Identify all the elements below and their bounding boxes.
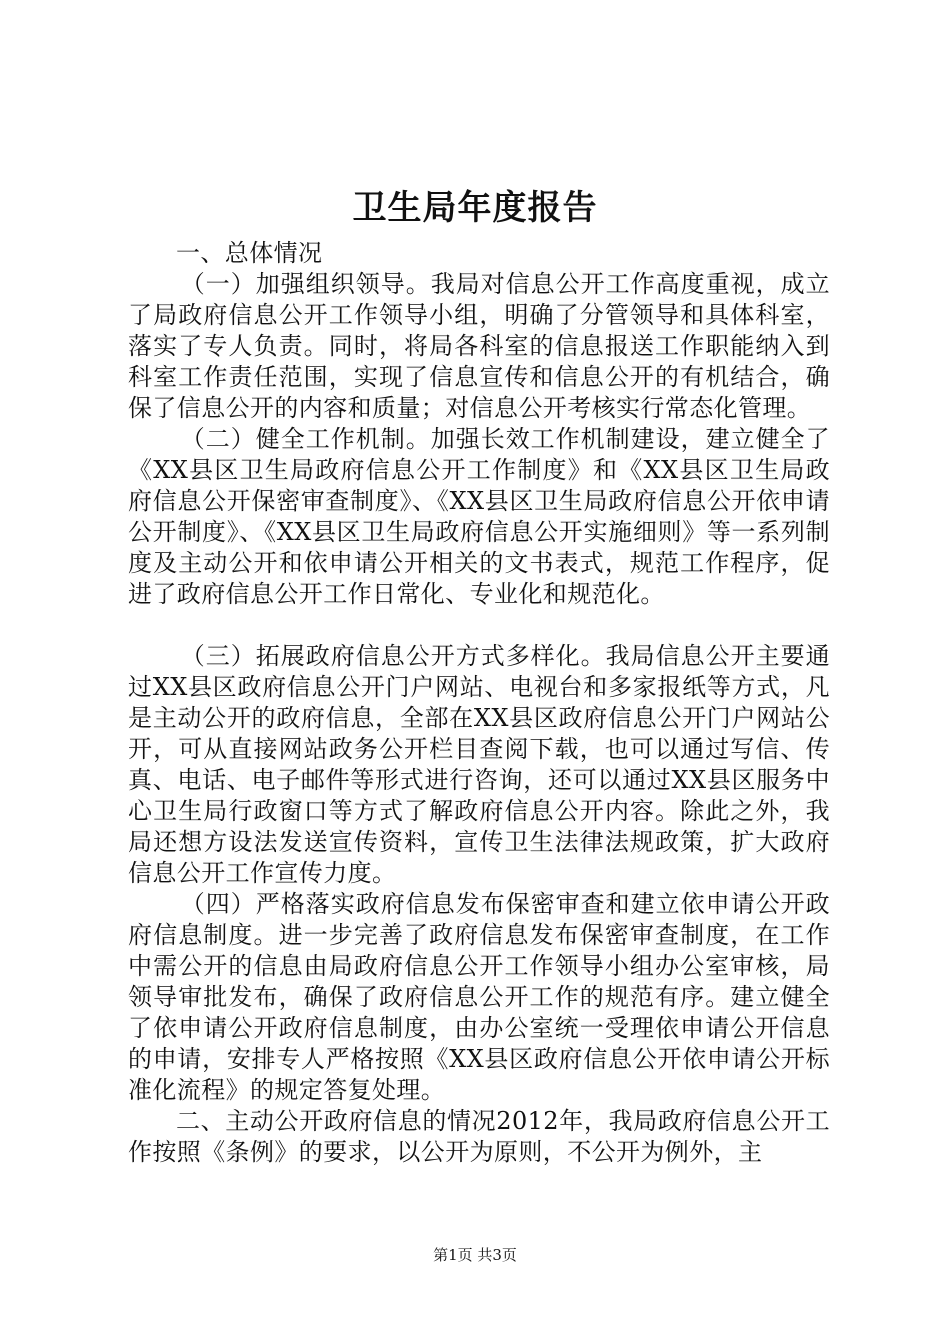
document-title: 卫生局年度报告 [352, 188, 598, 228]
page-footer: 第1页 共3页 [433, 1246, 517, 1264]
paragraph-spacer [128, 610, 830, 641]
paragraph-mechanism: （二）健全工作机制。加强长效工作机制建设，建立健全了《XX县区卫生局政府信息公开工作制度》和《XX县区卫生局政府信息公开保密审查制度》、《XX县区卫生局政府信息公开依申请公开制度》、《XX县区卫生局政府信息公开实施细则》等一系列制度及主动公开和依申请公开相关的文书表式，规范工作程序，促进了政府信息公开工作日常化、专业化和规范化。 [128, 425, 830, 608]
paragraph-confidentiality-review: （四）严格落实政府信息发布保密审查和建立依申请公开政府信息制度。进一步完善了政府信息发布保密审查制度，在工作中需公开的信息由局政府信息公开工作领导小组办公室审核，局领导审批发布，确保了政府信息公开工作的规范有序。建立健全了依申请公开政府信息制度，由办公室统一受理依申请公开信息的申请，安排专人严格按照《XX县区政府信息公开依申请公开标准化流程》的规定答复处理。 [128, 890, 830, 1104]
section-heading-overview: 一、总体情况 [176, 239, 323, 267]
paragraph-organization: （一）加强组织领导。我局对信息公开工作高度重视，成立了局政府信息公开工作领导小组，明确了分管领导和具体科室，落实了专人负责。同时，将局各科室的信息报送工作职能纳入到科室工作责任范围，实现了信息宣传和信息公开的有机结合，确保了信息公开的内容和质量；对信息公开考核实行常态化管理。 [128, 270, 830, 422]
paragraph-publication-methods: （三）拓展政府信息公开方式多样化。我局信息公开主要通过XX县区政府信息公开门户网站、电视台和多家报纸等方式，凡是主动公开的政府信息，全部在XX县区政府信息公开门户网站公开，可从直接网站政务公开栏目查阅下载，也可以通过写信、传真、电话、电子邮件等形式进行咨询，还可以通过XX县区服务中心卫生局行政窗口等方式了解政府信息公开内容。除此之外，我局还想方设法发送宣传资料，宣传卫生法律法规政策，扩大政府信息公开工作宣传力度。 [128, 642, 830, 887]
section-heading-active-disclosure: 二、主动公开政府信息的情况2012年，我局政府信息公开工作按照《条例》的要求，以公开为原则，不公开为例外，主 [128, 1107, 830, 1166]
document-body [128, 238, 830, 1168]
